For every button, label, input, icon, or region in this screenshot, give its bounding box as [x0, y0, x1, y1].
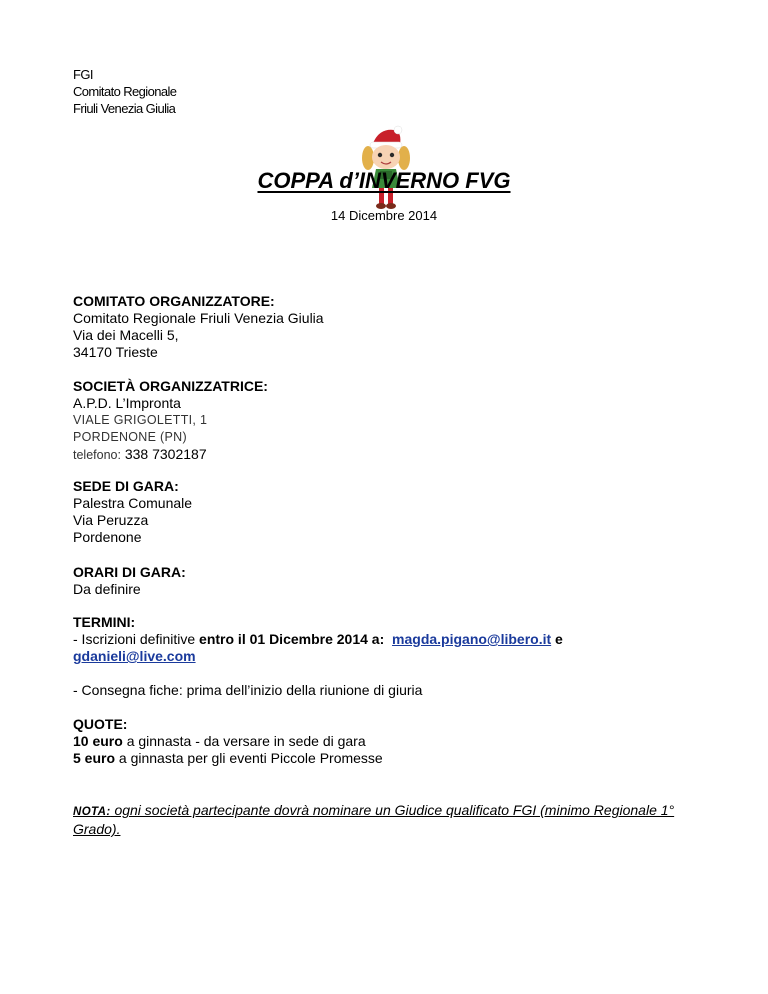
nota-note [73, 802, 693, 838]
section-comitato [73, 293, 324, 361]
sede-line: Palestra Comunale [73, 495, 193, 511]
iscrizioni-prefix: - Iscrizioni definitive [73, 631, 200, 647]
header-line-region: Friuli Venezia Giulia [73, 101, 176, 116]
comitato-heading: COMITATO ORGANIZZATORE: [73, 293, 275, 309]
section-societa [73, 378, 268, 464]
sede-heading: SEDE DI GARA: [73, 478, 179, 494]
section-quote [73, 716, 383, 767]
orari-heading: ORARI DI GARA: [73, 564, 186, 580]
sede-line: Pordenone [73, 529, 142, 545]
consegna-fiche: - Consegna fiche: prima dell’inizio della riunione di giuria [73, 682, 423, 698]
comitato-line: Comitato Regionale Friuli Venezia Giulia [73, 310, 324, 326]
iscrizioni-deadline: entro il 01 Dicembre 2014 a: [199, 631, 385, 647]
societa-heading: SOCIETÀ ORGANIZZATRICE: [73, 378, 268, 394]
nota-label: NOTA: [73, 806, 111, 818]
quote-heading: QUOTE: [73, 716, 128, 732]
email-conjunction: e [555, 631, 563, 647]
section-orari [73, 564, 186, 598]
societa-address-street: VIALE GRIGOLETTI, 1 [73, 413, 208, 427]
phone-label: telefono: [73, 448, 121, 462]
email-link-gdanieli[interactable]: gdanieli@live.com [73, 648, 196, 664]
quote-text-1: a ginnasta - da versare in sede di gara [122, 733, 366, 749]
nota-text: ogni società partecipante dovrà nominare un Giudice qualificato FGI (minimo Regionale 1° Grado). [73, 802, 675, 837]
quote-text-2: a ginnasta per gli eventi Piccole Promesse [115, 750, 383, 766]
orari-text: Da definire [73, 581, 141, 597]
section-termini [73, 614, 713, 699]
quote-amount-5: 5 euro [73, 750, 116, 766]
header-line-comitato: Comitato Regionale [73, 84, 177, 99]
societa-address-city: PORDENONE (PN) [73, 430, 187, 444]
page-title: COPPA d’INVERNO FVG [257, 168, 511, 193]
comitato-line: Via dei Macelli 5, [73, 327, 179, 343]
quote-amount-10: 10 euro [73, 733, 123, 749]
header-organization [73, 66, 176, 117]
comitato-line: 34170 Trieste [73, 344, 158, 360]
event-date: 14 Dicembre 2014 [330, 208, 438, 223]
header-line-fgi: FGI [73, 67, 93, 82]
phone-number: 338 7302187 [124, 446, 207, 462]
societa-name: A.P.D. L’Impronta [73, 395, 181, 411]
section-sede [73, 478, 192, 546]
sede-line: Via Peruzza [73, 512, 149, 528]
email-link-magda[interactable]: magda.pigano@libero.it [392, 631, 552, 647]
termini-heading: TERMINI: [73, 614, 136, 630]
